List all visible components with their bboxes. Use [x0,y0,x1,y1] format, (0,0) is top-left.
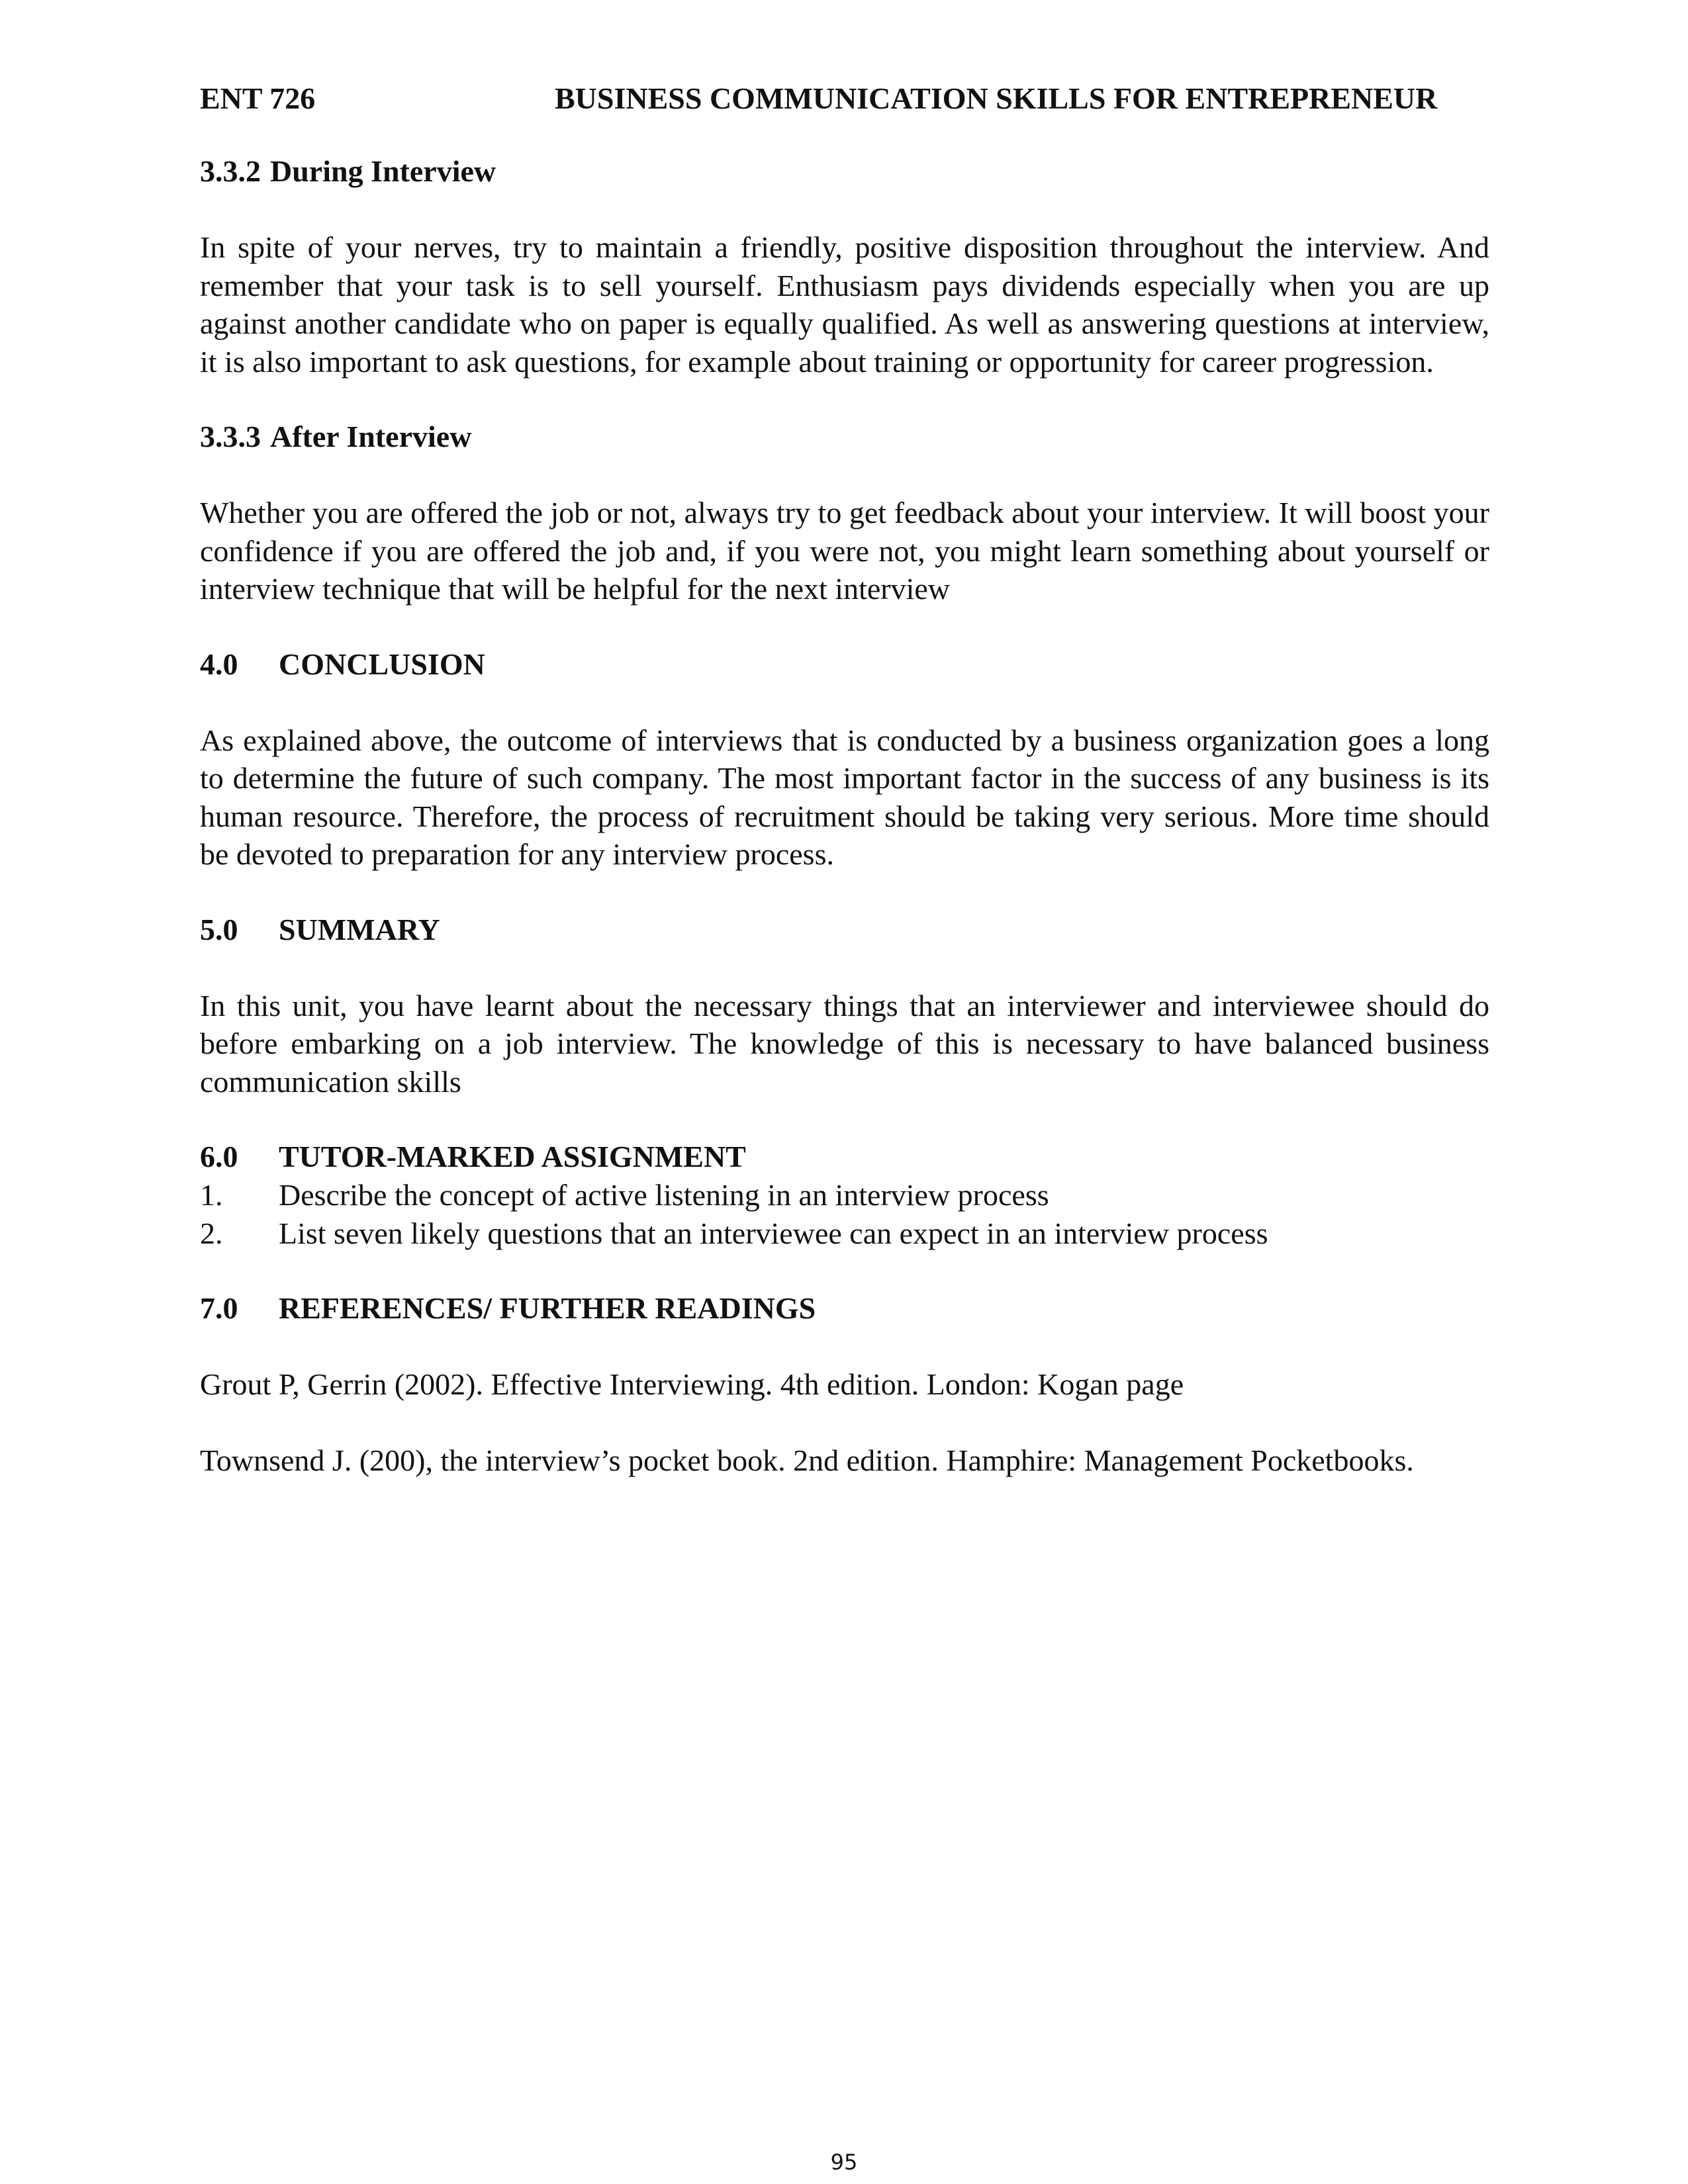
assignment-list [200,1176,1489,1252]
heading-title: REFERENCES/ FURTHER READINGS [279,1291,816,1325]
paragraph-conclusion: As explained above, the outcome of interviews that is conducted by a business organization goes a long to determine the future of such company. The most important factor in the success of any business is its human resource. Therefore, the process of recruitment should be taking very serious. More time should be devoted to preparation for any interview process. [200,723,1489,871]
list-item-number: 2. [200,1216,223,1250]
course-code: ENT 726 [200,81,316,115]
heading-number: 4.0 [200,647,238,681]
reference-entry: Grout P, Gerrin (2002). Effective Interviewing. 4th edition. London: Kogan page [200,1367,1184,1401]
paragraph-after-interview: Whether you are offered the job or not, always try to get feedback about your interview. It will boost your confidence if you are offered the job and, if you were not, you might learn something about yourself or interview technique that will be helpful for the next interview [200,496,1489,606]
page-number: 95 [830,2150,858,2175]
heading-title: SUMMARY [279,912,440,946]
heading-title: CONCLUSION [279,647,485,681]
heading-during-interview [200,152,1489,191]
running-header [200,79,1489,118]
heading-title: During Interview [270,154,496,188]
page-content [200,79,1489,1479]
heading-conclusion [200,645,1489,684]
heading-tutor-marked-assignment [200,1138,1489,1176]
reference-entry: Townsend J. (200), the interview’s pocket book. 2nd edition. Hamphire: Management Pocketbooks. [200,1443,1414,1477]
heading-number: 6.0 [200,1140,238,1173]
list-item-text: List seven likely questions that an interviewee can expect in an interview process [279,1216,1268,1250]
heading-number: 7.0 [200,1291,238,1325]
heading-references [200,1289,1489,1328]
list-item [200,1176,1489,1214]
heading-number: 5.0 [200,912,238,946]
paragraph-summary: In this unit, you have learnt about the necessary things that an interviewer and interviewee should do before embarking on a job interview. The knowledge of this is necessary to have balanced business communication skills [200,988,1489,1099]
heading-after-interview [200,418,1489,456]
heading-summary [200,911,1489,949]
paragraph-during-interview: In spite of your nerves, try to maintain a friendly, positive disposition throughout the interview. And remember that your task is to sell yourself. Enthusiasm pays dividends especially when you are up against another candidate who on paper is equally qualified. As well as answering questions at interview, it is also important to ask questions, for example about training or opportunity for career progression. [200,230,1489,379]
list-item [200,1214,1489,1253]
heading-number: 3.3.3 [200,420,261,453]
list-item-number: 1. [200,1178,223,1212]
heading-number: 3.3.2 [200,154,261,188]
heading-title: TUTOR-MARKED ASSIGNMENT [279,1140,746,1173]
heading-title: After Interview [270,420,472,453]
list-item-text: Describe the concept of active listening in an interview process [279,1178,1049,1212]
course-title: BUSINESS COMMUNICATION SKILLS FOR ENTREPRENEUR [555,81,1438,115]
